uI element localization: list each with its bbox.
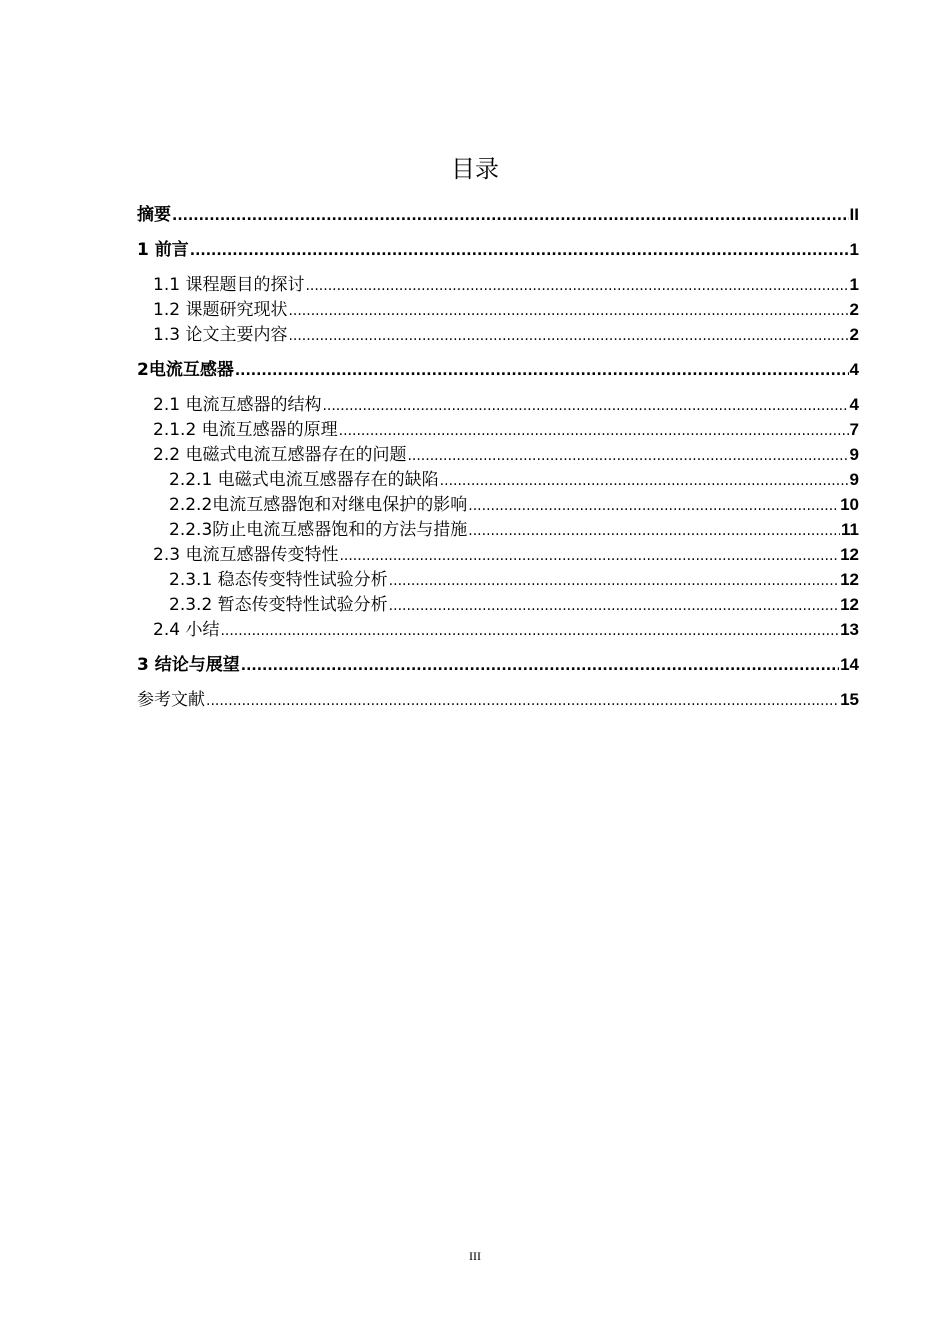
toc-leader-dots: [389, 569, 839, 592]
toc-entry-label: 1 前言: [137, 240, 189, 260]
toc-entry-1-1[interactable]: [137, 272, 859, 297]
toc-entry-label: 2.3.2 暂态传变特性试验分析: [169, 595, 388, 615]
toc-entry-2-3-1[interactable]: [137, 567, 859, 592]
toc-leader-dots: [339, 544, 839, 567]
toc-entry-label: 2.1 电流互感器的结构: [153, 395, 322, 415]
toc-entry-2-2[interactable]: [137, 442, 859, 467]
toc-entry-page: 7: [849, 420, 859, 439]
toc-entry-label: 1.3 论文主要内容: [153, 325, 288, 345]
toc-entry-page: 10: [840, 495, 859, 514]
toc-entry-label: 2.2.1 电磁式电流互感器存在的缺陷: [169, 470, 439, 490]
toc-entry-page: 14: [840, 655, 859, 674]
toc-entry-page: 4: [849, 360, 859, 379]
toc-entry-2-2-3[interactable]: [137, 517, 859, 542]
toc-entry-page: 12: [840, 570, 859, 589]
toc-entry-preface[interactable]: [137, 237, 859, 262]
toc-leader-dots: [305, 274, 848, 297]
toc-leader-dots: [206, 689, 839, 712]
toc-entry-1-2[interactable]: [137, 297, 859, 322]
toc-entry-page: 15: [840, 690, 859, 709]
toc-entry-page: 12: [840, 595, 859, 614]
toc-entry-page: 9: [849, 470, 859, 489]
toc-entry-page: 2: [849, 300, 859, 319]
toc-entry-2-2-2[interactable]: [137, 492, 859, 517]
toc-entry-page: 1: [849, 240, 859, 259]
toc-entry-abstract[interactable]: [137, 202, 859, 227]
toc-entry-page: 12: [840, 545, 859, 564]
toc-entry-page: 2: [849, 325, 859, 344]
toc-entry-label: 2.2.3防止电流互感器饱和的方法与措施: [169, 520, 468, 540]
toc-entry-label: 2.2 电磁式电流互感器存在的问题: [153, 445, 407, 465]
toc-entry-label: 2.4 小结: [153, 620, 220, 640]
toc-entry-label: 2.3 电流互感器传变特性: [153, 545, 339, 565]
toc-entry-2-3-2[interactable]: [137, 592, 859, 617]
toc-entry-page: 11: [841, 520, 859, 539]
toc-entry-label: 3 结论与展望: [137, 655, 240, 675]
toc-entry-label: 2.2.2电流互感器饱和对继电保护的影响: [169, 495, 468, 515]
toc-entry-label: 2.1.2 电流互感器的原理: [153, 420, 338, 440]
toc-entry-label: 1.2 课题研究现状: [153, 300, 288, 320]
table-of-contents: [137, 202, 859, 712]
toc-entry-label: 2电流互感器: [137, 360, 234, 380]
toc-leader-dots: [322, 394, 848, 417]
toc-entry-label: 1.1 课程题目的探讨: [153, 275, 305, 295]
toc-leader-dots: [339, 419, 849, 442]
toc-entry-2-2-1[interactable]: [137, 467, 859, 492]
toc-entry-references[interactable]: [137, 687, 859, 712]
toc-leader-dots: [288, 299, 848, 322]
toc-leader-dots: [190, 239, 849, 262]
toc-leader-dots: [235, 359, 849, 382]
toc-leader-dots: [241, 654, 839, 677]
page-number: III: [469, 1249, 481, 1263]
toc-entry-1-3[interactable]: [137, 322, 859, 347]
toc-leader-dots: [407, 444, 848, 467]
toc-entry-chapter-2[interactable]: [137, 357, 859, 382]
toc-entry-page: 9: [849, 445, 859, 464]
toc-entry-page: II: [849, 205, 859, 224]
toc-entry-conclusion[interactable]: [137, 652, 859, 677]
toc-entry-page: 4: [849, 395, 859, 414]
toc-entry-2-4[interactable]: [137, 617, 859, 642]
toc-entry-2-1-2[interactable]: [137, 417, 859, 442]
toc-leader-dots: [172, 204, 849, 227]
toc-leader-dots: [389, 594, 839, 617]
toc-entry-page: 13: [840, 620, 859, 639]
toc-leader-dots: [468, 519, 840, 542]
page-title: 目录: [451, 155, 499, 183]
toc-leader-dots: [220, 619, 839, 642]
toc-entry-2-3[interactable]: [137, 542, 859, 567]
toc-leader-dots: [440, 469, 849, 492]
toc-leader-dots: [288, 324, 848, 347]
toc-entry-label: 摘要: [137, 205, 171, 225]
toc-leader-dots: [468, 494, 839, 517]
toc-entry-page: 1: [849, 275, 859, 294]
toc-entry-2-1[interactable]: [137, 392, 859, 417]
toc-entry-label: 2.3.1 稳态传变特性试验分析: [169, 570, 388, 590]
toc-entry-label: 参考文献: [137, 690, 205, 710]
